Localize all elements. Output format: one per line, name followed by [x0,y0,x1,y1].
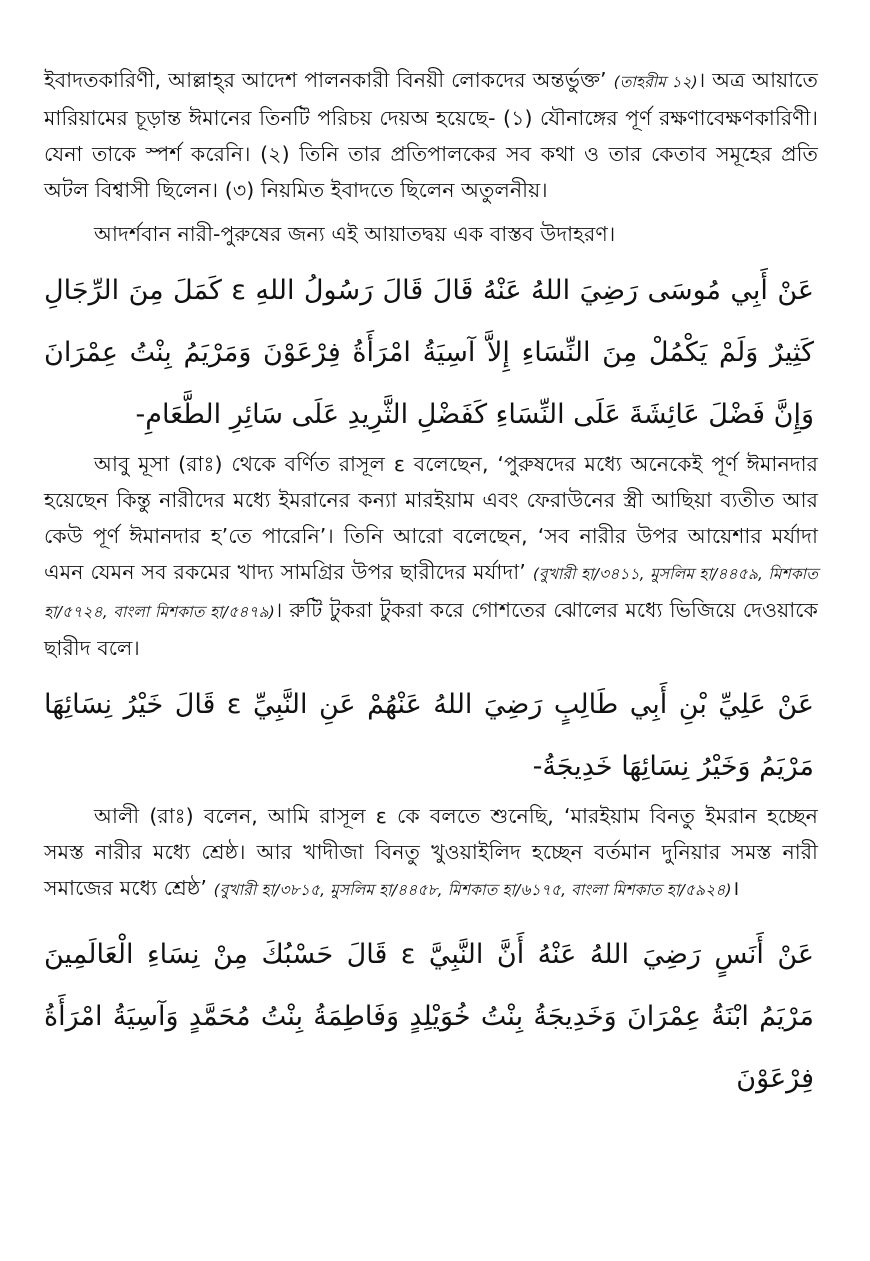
paragraph-abu-musa-translation [44,446,818,666]
arabic-hadith-anas: عَنْ أَنَسٍ رَضِيَ اللهُ عَنْهُ أَنَّ النَّبِيَّ ε قَالَ حَسْبُكَ مِنْ نِسَاءِ الْعَالَمِينَ مَرْيَمُ ابْنَةُ عِمْرَانَ وَخَدِيجَةُ بِنْتُ خُوَيْلِدٍ وَفَاطِمَةُ بِنْتُ مُحَمَّدٍ وَآسِيَةُ امْرَأَةُ فِرْعَوْنَ [44,939,814,1094]
paragraph-example [44,216,818,252]
arabic-hadith-abu-musa: عَنْ أَبِي مُوسَى رَضِيَ اللهُ عَنْهُ قَالَ قَالَ رَسُولُ اللهِ ε كَمَلَ مِنَ الرِّجَالِ كَثِيرٌ وَلَمْ يَكْمُلْ مِنَ النِّسَاءِ إِلاَّ آسِيَةُ امْرَأَةُ فِرْعَوْنَ وَمَرْيَمُ بِنْتُ عِمْرَانَ وَإِنَّ فَضْلَ عَائِشَةَ عَلَى النِّسَاءِ كَفَضْلِ الثَّرِيدِ عَلَى سَائِرِ الطَّعَامِ- [44,275,814,430]
paragraph-ali-translation [44,798,818,908]
citation: (তাহরীম ১২) [613,73,698,91]
paragraph-maryam-faith [44,62,818,208]
paragraph-text: । রুটি টুকরা টুকরা করে গোশতের ঝোলের মধ্যে ভিজিয়ে দেওয়াকে ছারীদ বলে। [44,598,818,660]
paragraph-text: । [731,876,740,900]
citation: (বুখারী হা/৩৮১৫, মুসলিম হা/৪৪৫৮, মিশকাত হা/৬১৭৫, বাংলা মিশকাত হা/৫৯২৪) [213,881,732,899]
arabic-hadith-ali: عَنْ عَلِيِّ بْنِ أَبِي طَالِبٍ رَضِيَ اللهُ عَنْهُمْ عَنِ النَّبِيِّ ε قَالَ خَيْرُ نِسَائِهَا مَرْيَمُ وَخَيْرُ نِسَائِهَا خَدِيجَةُ- [44,689,814,782]
paragraph-text: ইবাদতকারিণী, আল্লাহ্‌র আদেশ পালনকারী বিনয়ী লোকদের অন্তর্ভুক্ত’ [44,68,614,92]
paragraph-text: আলী (রাঃ) বলেন, আমি রাসূল ε কে বলতে শুনেছি, ‘মারইয়াম বিনতু ইমরান হচ্ছেন সমস্ত নারীর মধ্যে শ্রেষ্ঠ। আর খাদীজা বিনতু খুওয়াইলিদ হচ্ছেন বর্তমান দুনিয়ার সমস্ত নারী সমাজের মধ্যে শ্রেষ্ঠ’ [44,804,818,900]
paragraph-text: আদর্শবান নারী-পুরুষের জন্য এই আয়াতদ্বয় এক বাস্তব উদাহরণ। [94,222,616,246]
paragraph-text: আবু মূসা (রাঃ) থেকে বর্ণিত রাসূল ε বলেছেন, ‘পুরুষদের মধ্যে অনেকেই পূর্ণ ঈমানদার হয়েছেন কিন্তু নারীদের মধ্যে ইমরানের কন্যা মারইয়াম এবং ফেরাউনের স্ত্রী আছিয়া ব্যতীত আর কেউ পূর্ণ ঈমানদার হ’তে পারেনি’। তিনি আরো বলেছেন, ‘সব নারীর উপর আয়েশার মর্যাদা এমন যেমন সব রকমের খাদ্য সামগ্রির উপর ছারীদের মর্যাদা’ [44,452,818,584]
paragraph-text: । অত্র আয়াতে মারিয়ামের চূড়ান্ত ঈমানের তিনটি পরিচয় দেয়অ হয়েছে- (১) যৌনাঙ্গের পূর্ণ রক্ষণাবেক্ষণকারিণী। যেনা তাকে স্পর্শ করেনি। (২) তিনি তার প্রতিপালকের সব কথা ও তার কেতাব সমূহের প্রতি অটল বিশ্বাসী ছিলেন। (৩) নিয়মিত ইবাদতে ছিলেন অতুলনীয়। [44,68,818,202]
citation: (বুখারী হা/৩৪১১, মুসলিম হা/৪৪৫৯, মিশকাত হা/৫৭২৪, বাংলা মিশকাত হা/৫৪৭৯) [44,565,818,621]
